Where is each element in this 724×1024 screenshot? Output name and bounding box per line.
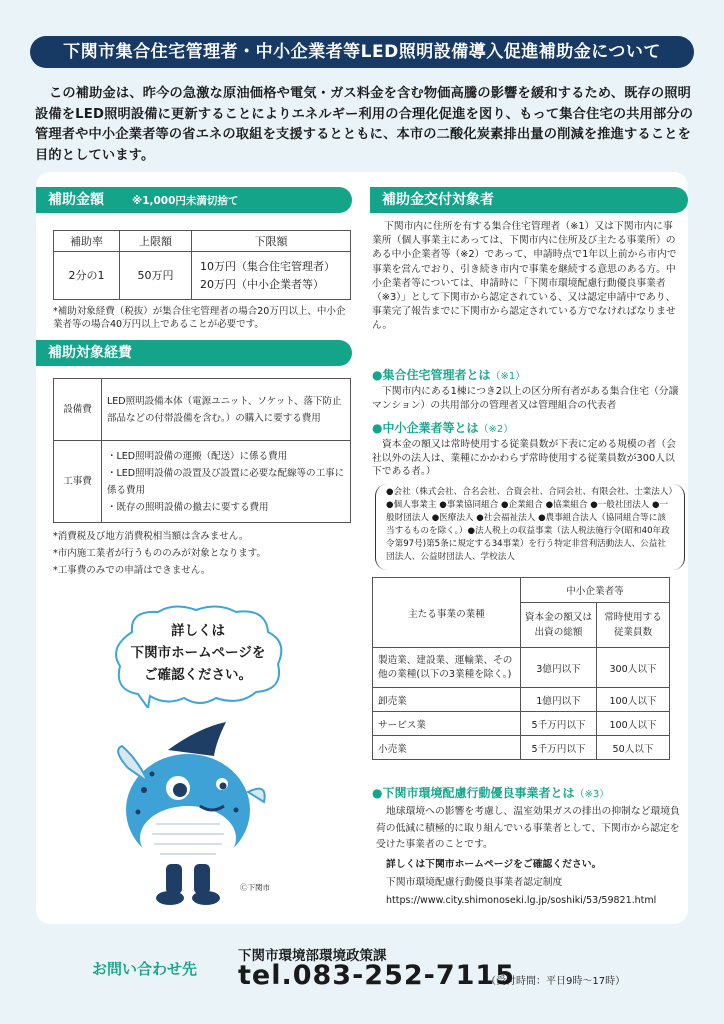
amount-header-cap: 上限額 — [120, 231, 192, 252]
costs-note: *工事費のみでの申請はできません。 — [53, 565, 211, 576]
biz-staff: 50人以下 — [597, 736, 670, 760]
note-ref-3: （※3） — [574, 789, 610, 800]
biz-staff: 100人以下 — [597, 688, 670, 712]
biz-capital: 3億円以下 — [521, 648, 597, 688]
cost-item: ・LED照明設備の運搬（配送）に係る費用 — [107, 450, 288, 462]
biz-header-staff: 常時使用する従業員数 — [597, 602, 670, 647]
page-title: 下関市集合住宅管理者・中小企業者等LED照明設備導入促進補助金について — [30, 36, 694, 68]
costs-note: *市内施工業者が行うもののみが対象となります。 — [53, 548, 266, 559]
eco-business-text: 地球環境への影響を考慮し、温室効果ガスの排出の抑制など環境負荷の低減に積極的に取り組んでいる事業者として、下関市から認定を受けた事業者のことです。 — [376, 806, 680, 850]
biz-capital: 1億円以下 — [521, 688, 597, 712]
biz-type: 小売業 — [373, 736, 521, 760]
amount-header-rate: 補助率 — [54, 231, 120, 252]
eligible-heading: 補助金交付対象者 — [370, 187, 688, 213]
sme-heading — [372, 419, 513, 436]
housing-manager-heading — [372, 366, 525, 383]
contact-hours: （受付時間：平日9時〜17時） — [486, 976, 626, 987]
biz-type: 製造業、建設業、運輸業、その他の業種(以下の3業種を除く。) — [373, 648, 521, 688]
housing-manager-heading-label: ●集合住宅管理者とは — [372, 368, 491, 382]
bubble-line: ご確認ください。 — [144, 667, 252, 683]
contact-phone[interactable]: tel.083-252-7115 — [238, 960, 516, 991]
biz-staff: 100人以下 — [597, 712, 670, 736]
eco-business-more: 詳しくは下関市ホームページをご確認ください。 — [386, 859, 602, 870]
amount-cap: 50万円 — [120, 252, 192, 300]
eco-business-program: 下関市環境配慮行動優良事業者認定制度 — [386, 877, 563, 888]
note-ref-2: （※2） — [478, 424, 514, 435]
biz-header-group: 中小企業者等 — [521, 578, 670, 603]
costs-heading: 補助対象経費 — [36, 340, 352, 366]
biz-staff: 300人以下 — [597, 648, 670, 688]
eco-business-heading-label: ●下関市環境配慮行動優良事業者とは — [372, 786, 575, 800]
biz-header-capital: 資本金の額又は出資の総額 — [521, 602, 597, 647]
amount-rounding-note: ※1,000円未満切捨て — [132, 195, 239, 207]
biz-type: 卸売業 — [373, 688, 521, 712]
costs-note: *消費税及び地方消費税相当額は含みません。 — [53, 531, 249, 542]
contact-label: お問い合わせ先 — [92, 960, 198, 978]
cost-label-construction: 工事費 — [54, 441, 102, 523]
intro-paragraph: この補助金は、昨今の急激な原油価格や電気・ガス料金を含む物価高騰の影響を緩和するため、既存の照明設備をLED照明設備に更新することによりエネルギー利用の合理化促進を図り、もって集合住宅の共用部分の管理者や中小企業者等の省エネの取組を支援するとともに、本市の二酸化炭素排出量の削減を推進することを目的としています。 — [35, 86, 694, 163]
sme-text: 資本金の額又は常時使用する従業員数が下表に定める規模の者（会社以外の法人は、業種にかかわらず常時使用する従業員数が300人以下である者。） — [372, 439, 676, 477]
sme-heading-label: ●中小企業者等とは — [372, 421, 479, 435]
copyright: Ⓒ下関市 — [240, 883, 270, 892]
bubble-text — [112, 620, 284, 686]
biz-header-type: 主たる事業の業種 — [373, 578, 521, 648]
cost-text-equipment: LED照明設備本体（電源ユニット、ソケット、落下防止部品などの付帯設備を含む。）の購入に要する費用 — [102, 379, 351, 441]
biz-capital: 5千万円以下 — [521, 736, 597, 760]
cost-text-construction — [102, 441, 351, 523]
bubble-line: 下関市ホームページを — [130, 645, 266, 661]
biz-capital: 5千万円以下 — [521, 712, 597, 736]
cost-label-equipment: 設備費 — [54, 379, 102, 441]
amount-table — [53, 230, 351, 300]
sme-scale-table — [372, 577, 670, 760]
housing-manager-text: 下関市内にある1棟につき2以上の区分所有者がある集合住宅（分譲マンション）の共用部分の管理者又は管理組合の代表者 — [372, 386, 679, 411]
cost-item: ・既存の照明設備の撤去に要する費用 — [107, 501, 269, 513]
contact-department: 下関市環境部環境政策課 — [238, 948, 387, 964]
biz-type: サービス業 — [373, 712, 521, 736]
amount-lower — [192, 252, 351, 300]
cost-item: ・LED照明設備の設置及び設置に必要な配線等の工事に係る費用 — [107, 467, 345, 496]
costs-notes — [53, 528, 266, 579]
eco-business-heading — [372, 784, 609, 801]
eligible-text: 下関市内に住所を有する集合住宅管理者（※1）又は下関市内に事業所（個人事業主にあっては、下関市内に住所及び主たる事業所）のある中小企業者等（※2）であって、申請時点で1年以上前から市内で事業を営んでおり、引き続き市内で事業を継続する意思のある方。中小企業者等については、申請時に「下関市環境配慮行動優良事業者（※3）」として下関市から認定されている、又は認定申請中であり、事業完了報告までに下関市から認定されている方でなければなりません。 — [372, 221, 677, 332]
costs-table — [53, 378, 351, 523]
amount-heading-label: 補助金額 — [48, 192, 104, 208]
bubble-line: 詳しくは — [171, 623, 225, 639]
sme-entity-types: ●会社（株式会社、合名会社、合資会社、合同会社、有限会社、士業法人）●個人事業主 ●事業協同組合 ●企業組合 ●協業組合 ●一般社団法人 ●一般財団法人 ●医療法人 ●社会福祉法人 ●農事組合法人（協同組合等に該当するものを除く。）●法人税上の収益事業（法人税法施行令(昭和40年政令第97号)第5条に規定する34事業）を行う特定非営利活動法人、公益社団法人、公益財団法人、学校法人 — [375, 484, 685, 570]
amount-lower-sme: 20万円（中小企業者等） — [200, 277, 324, 291]
note-ref-1: （※1） — [490, 371, 526, 382]
amount-lower-housing: 10万円（集合住宅管理者） — [200, 259, 335, 273]
amount-rate: 2分の1 — [54, 252, 120, 300]
eco-business-url[interactable]: https://www.city.shimonoseki.lg.jp/soshiki/53/59821.html — [386, 895, 657, 906]
amount-heading — [36, 187, 352, 213]
amount-note: *補助対象経費（税抜）が集合住宅管理者の場合20万円以上、中小企業者等の場合40万円以上であることが必要です。 — [53, 306, 346, 330]
amount-header-lower: 下限額 — [192, 231, 351, 252]
